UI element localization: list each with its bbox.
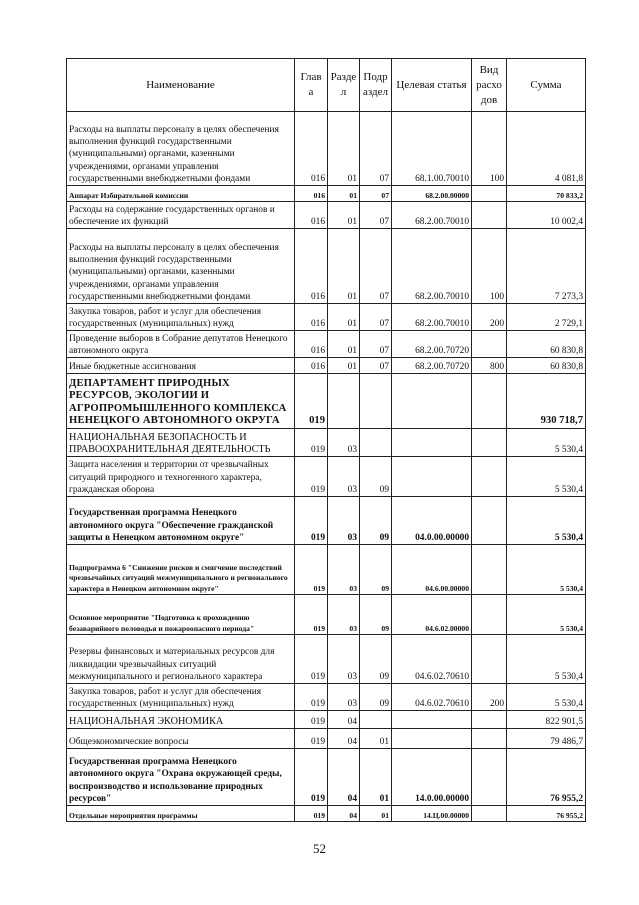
row-name: Закупка товаров, работ и услуг для обеспечения государственных (муниципальных) нужд: [67, 304, 295, 331]
row-sum: 76 955,2: [507, 806, 586, 822]
row-sum: 5 530,4: [507, 684, 586, 711]
row-target: 68.2.00.70720: [392, 331, 472, 358]
row-target: [392, 457, 472, 497]
row-vid: 200: [472, 304, 507, 331]
row-razdel: 01: [328, 229, 360, 304]
row-glava: 019: [295, 635, 328, 684]
row-vid: 100: [472, 229, 507, 304]
row-razdel: 03: [328, 684, 360, 711]
row-podrazdel: 09: [360, 595, 392, 635]
row-glava: 019: [295, 374, 328, 429]
row-podrazdel: 09: [360, 635, 392, 684]
row-sum: 5 530,4: [507, 545, 586, 595]
row-target: 04.6.02.70610: [392, 684, 472, 711]
table-row: [67, 374, 586, 429]
row-razdel: 03: [328, 497, 360, 545]
row-podrazdel: 07: [360, 186, 392, 202]
table-row: [67, 595, 586, 635]
row-razdel: 03: [328, 429, 360, 457]
row-podrazdel: 09: [360, 684, 392, 711]
row-target: 68.2.00.70010: [392, 304, 472, 331]
row-name: Защита населения и территории от чрезвычайных ситуаций природного и техногенного характера, гражданская оборона: [67, 457, 295, 497]
row-podrazdel: 01: [360, 806, 392, 822]
row-vid: [472, 729, 507, 749]
row-name: Расходы на содержание государственных органов и обеспечение их функций: [67, 202, 295, 229]
row-podrazdel: 07: [360, 358, 392, 374]
row-vid: [472, 545, 507, 595]
row-name: НАЦИОНАЛЬНАЯ ЭКОНОМИКА: [67, 711, 295, 729]
row-glava: 019: [295, 749, 328, 806]
row-sum: 79 486,7: [507, 729, 586, 749]
row-target: [392, 729, 472, 749]
row-razdel: 01: [328, 331, 360, 358]
row-name: Проведение выборов в Собрание депутатов Ненецкого автономного округа: [67, 331, 295, 358]
row-target: 68.2.00.70010: [392, 202, 472, 229]
row-razdel: 04: [328, 806, 360, 822]
row-glava: 019: [295, 497, 328, 545]
header-target-article: Целевая статья: [392, 59, 472, 112]
row-podrazdel: 07: [360, 229, 392, 304]
row-name: Государственная программа Ненецкого автономного округа "Охрана окружающей среды, воспроизводство и использование природных ресурсов": [67, 749, 295, 806]
row-glava: 019: [295, 806, 328, 822]
row-target: 68.2.00.70720: [392, 358, 472, 374]
row-sum: 60 830,8: [507, 331, 586, 358]
row-sum: 10 002,4: [507, 202, 586, 229]
row-vid: [472, 595, 507, 635]
row-glava: 019: [295, 457, 328, 497]
row-name: Отдельные мероприятия программы: [67, 806, 295, 822]
row-sum: 5 530,4: [507, 635, 586, 684]
row-podrazdel: [360, 374, 392, 429]
row-target: 68.2.00.70010: [392, 229, 472, 304]
row-name: ДЕПАРТАМЕНТ ПРИРОДНЫХ РЕСУРСОВ, ЭКОЛОГИИ И АГРОПРОМЫШЛЕННОГО КОМПЛЕКСА НЕНЕЦКОГО АВТОНОМНОГО ОКРУГА: [67, 374, 295, 429]
row-razdel: 04: [328, 729, 360, 749]
row-vid: [472, 374, 507, 429]
row-podrazdel: 09: [360, 457, 392, 497]
row-sum: 7 273,3: [507, 229, 586, 304]
row-name: Подпрограмма 6 "Снижение рисков и смягчение последствий чрезвычайных ситуаций межмуниципального и регионального характера в Ненецком автономном округе": [67, 545, 295, 595]
row-podrazdel: 07: [360, 202, 392, 229]
table-row: [67, 711, 586, 729]
row-vid: [472, 635, 507, 684]
table-row: [67, 545, 586, 595]
row-name: Государственная программа Ненецкого автономного округа "Обеспечение гражданской защиты в Ненецком автономном округе": [67, 497, 295, 545]
table-row: [67, 304, 586, 331]
row-sum: 4 081,8: [507, 112, 586, 186]
header-podrazdel: Подр аздел: [360, 59, 392, 112]
table-row: [67, 497, 586, 545]
row-glava: 019: [295, 684, 328, 711]
row-vid: 200: [472, 684, 507, 711]
row-sum: 5 530,4: [507, 457, 586, 497]
row-target: [392, 429, 472, 457]
row-razdel: 01: [328, 304, 360, 331]
row-vid: [472, 202, 507, 229]
row-target: 68.2.00.00000: [392, 186, 472, 202]
table-row: [67, 806, 586, 822]
row-razdel: 03: [328, 595, 360, 635]
table-row: [67, 749, 586, 806]
row-sum: 930 718,7: [507, 374, 586, 429]
row-sum: 60 830,8: [507, 358, 586, 374]
row-sum: 5 530,4: [507, 429, 586, 457]
row-razdel: 01: [328, 112, 360, 186]
row-podrazdel: 01: [360, 729, 392, 749]
row-target: [392, 374, 472, 429]
row-vid: 800: [472, 358, 507, 374]
row-name: Общеэкономические вопросы: [67, 729, 295, 749]
row-podrazdel: 01: [360, 749, 392, 806]
row-glava: 016: [295, 358, 328, 374]
table-row: [67, 684, 586, 711]
row-glava: 016: [295, 229, 328, 304]
row-name: Расходы на выплаты персоналу в целях обеспечения выполнения функций государственными (муниципальными) органами, казенными учреждениями, органами управления государственными внебюджетными фондами: [67, 229, 295, 304]
budget-table: [66, 58, 586, 822]
header-expense-type: Вид расхо дов: [472, 59, 507, 112]
row-glava: 016: [295, 186, 328, 202]
row-name: НАЦИОНАЛЬНАЯ БЕЗОПАСНОСТЬ И ПРАВООХРАНИТЕЛЬНАЯ ДЕЯТЕЛЬНОСТЬ: [67, 429, 295, 457]
row-target: 14.0.00.00000: [392, 749, 472, 806]
row-name: Аппарат Избирательной комиссии: [67, 186, 295, 202]
row-sum: 5 530,4: [507, 497, 586, 545]
row-vid: [472, 806, 507, 822]
header-sum: Сумма: [507, 59, 586, 112]
row-glava: 019: [295, 595, 328, 635]
table-row: [67, 729, 586, 749]
row-target: 04.6.02.70610: [392, 635, 472, 684]
header-glava: Глав а: [295, 59, 328, 112]
row-podrazdel: [360, 711, 392, 729]
row-podrazdel: 07: [360, 331, 392, 358]
row-name: Закупка товаров, работ и услуг для обеспечения государственных (муниципальных) нужд: [67, 684, 295, 711]
table-row: [67, 112, 586, 186]
table-row: [67, 229, 586, 304]
row-glava: 016: [295, 331, 328, 358]
row-vid: [472, 711, 507, 729]
row-target: 14.Ц.00.00000: [392, 806, 472, 822]
table-row: [67, 186, 586, 202]
header-razdel: Разде л: [328, 59, 360, 112]
header-row: [67, 59, 586, 112]
row-sum: 70 833,2: [507, 186, 586, 202]
row-vid: [472, 457, 507, 497]
row-razdel: 03: [328, 545, 360, 595]
row-glava: 016: [295, 304, 328, 331]
row-name: Основное мероприятие "Подготовка к прохождению безаварийного половодья и пожароопасного периода": [67, 595, 295, 635]
row-razdel: 04: [328, 711, 360, 729]
row-name: Резервы финансовых и материальных ресурсов для ликвидации чрезвычайных ситуаций межмуниципального и регионального характера: [67, 635, 295, 684]
row-glava: 019: [295, 711, 328, 729]
row-vid: [472, 186, 507, 202]
row-razdel: 04: [328, 749, 360, 806]
row-target: 04.6.02.00000: [392, 595, 472, 635]
page-number: 52: [313, 841, 326, 856]
row-vid: [472, 429, 507, 457]
row-glava: 016: [295, 202, 328, 229]
header-name: Наименование: [67, 59, 295, 112]
row-podrazdel: 07: [360, 112, 392, 186]
row-razdel: [328, 374, 360, 429]
row-vid: [472, 749, 507, 806]
row-name: Иные бюджетные ассигнования: [67, 358, 295, 374]
row-target: [392, 711, 472, 729]
row-sum: 5 530,4: [507, 595, 586, 635]
table-row: [67, 457, 586, 497]
row-name: Расходы на выплаты персоналу в целях обеспечения выполнения функций государственными (муниципальными) органами, казенными учреждениями, органами управления государственными внебюджетными фондами: [67, 112, 295, 186]
row-razdel: 03: [328, 635, 360, 684]
row-glava: 019: [295, 429, 328, 457]
row-glava: 016: [295, 112, 328, 186]
table-row: [67, 635, 586, 684]
row-glava: 019: [295, 545, 328, 595]
row-podrazdel: 09: [360, 497, 392, 545]
table-row: [67, 331, 586, 358]
row-sum: 822 901,5: [507, 711, 586, 729]
row-razdel: 01: [328, 202, 360, 229]
row-podrazdel: 09: [360, 545, 392, 595]
row-glava: 019: [295, 729, 328, 749]
row-sum: 2 729,1: [507, 304, 586, 331]
row-sum: 76 955,2: [507, 749, 586, 806]
row-podrazdel: [360, 429, 392, 457]
table-row: [67, 358, 586, 374]
row-target: 04.6.00.00000: [392, 545, 472, 595]
row-razdel: 03: [328, 457, 360, 497]
row-vid: 100: [472, 112, 507, 186]
table-row: [67, 202, 586, 229]
row-target: 04.0.00.00000: [392, 497, 472, 545]
row-razdel: 01: [328, 186, 360, 202]
row-vid: [472, 331, 507, 358]
row-podrazdel: 07: [360, 304, 392, 331]
row-razdel: 01: [328, 358, 360, 374]
row-target: 68.1.00.70010: [392, 112, 472, 186]
table-row: [67, 429, 586, 457]
row-vid: [472, 497, 507, 545]
